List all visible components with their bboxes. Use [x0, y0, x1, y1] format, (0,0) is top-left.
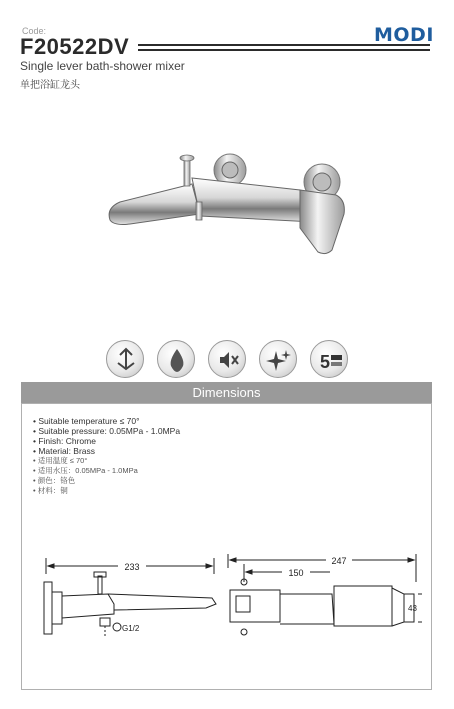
spec-finish: • Finish: Chrome [33, 436, 180, 446]
water-saving-icon [106, 340, 144, 378]
five-year-warranty-icon [310, 340, 348, 378]
spec-pressure: • Suitable pressure: 0.05MPa - 1.0MPa [33, 426, 180, 436]
spec-pressure-cn: • 适用水压：0.05MPa - 1.0MPa [33, 466, 180, 476]
noise-reduction-icon [208, 340, 246, 378]
top-view-drawing [222, 552, 422, 642]
side-length-label: 233 [124, 562, 140, 572]
spec-material-cn: • 材料：铜 [33, 486, 180, 496]
product-name-cn: 单把浴缸龙头 [20, 80, 80, 91]
top-total-label: 247 [331, 556, 347, 566]
side-view-drawing [30, 552, 220, 642]
spec-temperature: • Suitable temperature ≤ 70° [33, 416, 180, 426]
spec-temperature-cn: • 适用温度 ≤ 70° [33, 456, 180, 466]
feature-icons [100, 340, 360, 380]
brand-logo: MODI [374, 24, 434, 46]
sparkle-clean-icon [259, 340, 297, 378]
thread-size-label: G1/2 [122, 624, 140, 633]
water-drop-icon [157, 340, 195, 378]
top-depth-label: 43 [408, 604, 417, 613]
model-number: F20522DV [20, 34, 130, 59]
code-label: Code: [22, 26, 47, 36]
dimensions-header: Dimensions [21, 382, 432, 403]
product-image [100, 140, 360, 270]
warranty-number: 5 [320, 352, 331, 372]
spec-finish-cn: • 颜色：铬色 [33, 476, 180, 486]
spec-material: • Material: Brass [33, 446, 180, 456]
top-center-label: 150 [288, 568, 304, 578]
product-name-en: Single lever bath-shower mixer [20, 59, 185, 73]
spec-list [33, 416, 180, 496]
